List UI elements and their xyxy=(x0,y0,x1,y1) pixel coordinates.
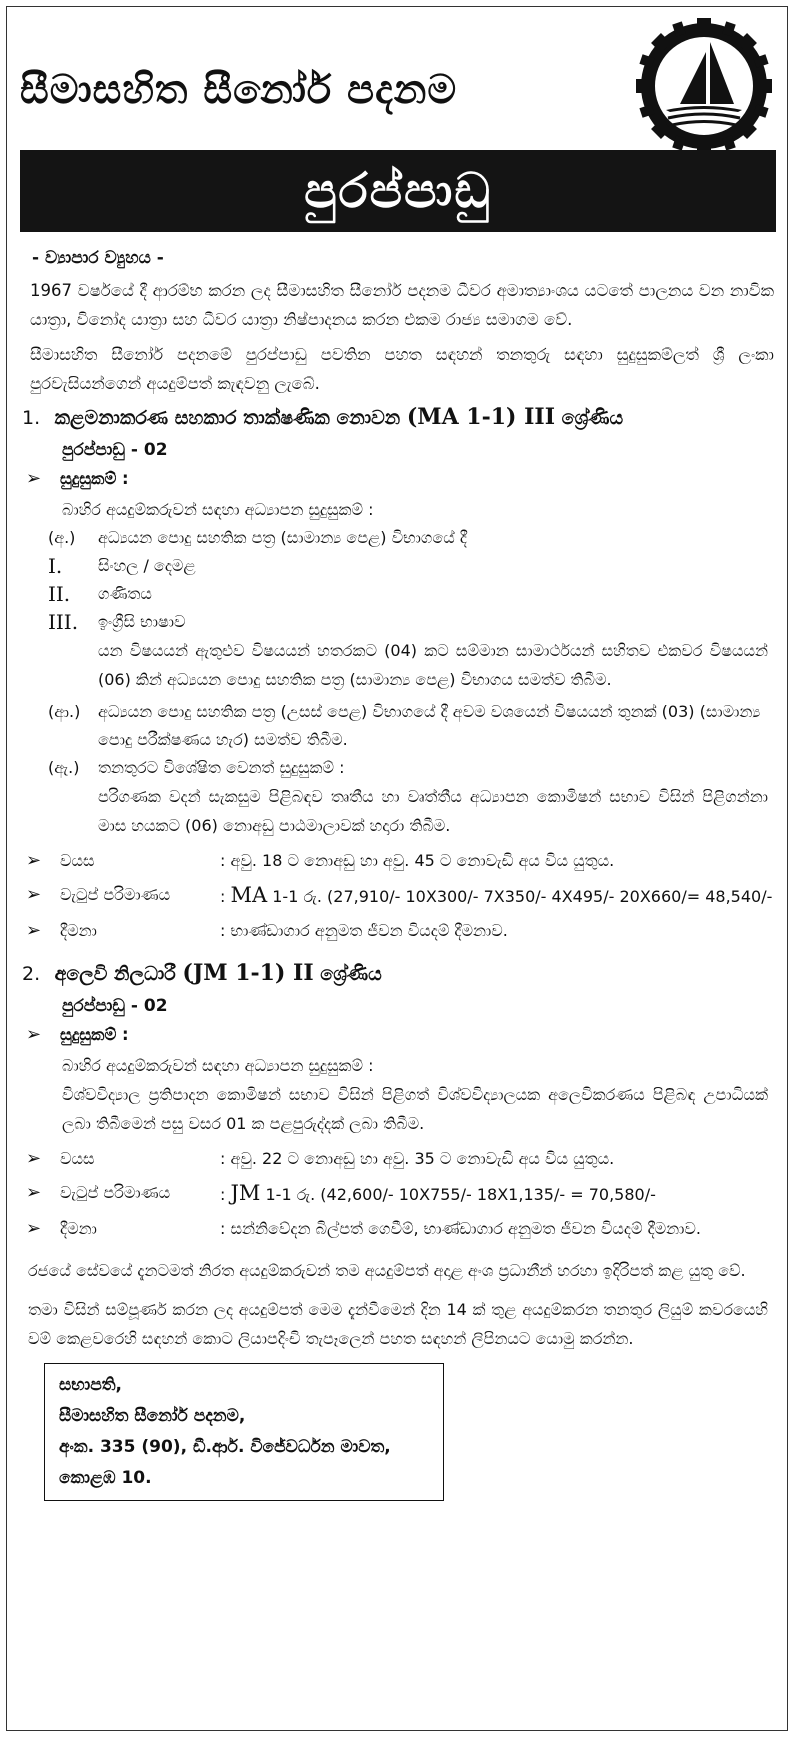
age-value: : අවු. 18 ට නොඅඩු හා අවු. 45 ට නොවැඩි අය විය යුතුය. xyxy=(220,851,615,870)
organization-title: සීමාසහිත සීනෝර් පදනම xyxy=(20,67,458,113)
subject-key: I. xyxy=(48,554,63,578)
post-2-code: (JM 1-1) II xyxy=(182,960,314,986)
salary-colon: : xyxy=(220,1185,226,1204)
post-1-code: (MA 1-1) III xyxy=(406,404,555,430)
arrow-bullet-icon: ➢ xyxy=(26,1218,42,1239)
post-2-vacancies: පුරප්පාඩු - 02 xyxy=(62,996,168,1016)
arrow-bullet-icon: ➢ xyxy=(26,850,42,871)
subject-key: II. xyxy=(48,582,71,606)
address-line: සීමාසහිත සීනෝර් පදනම, xyxy=(59,1406,246,1426)
post-1-title xyxy=(22,404,774,430)
address-line: කොළඹ 10. xyxy=(59,1468,152,1488)
post-2-qualifications-heading xyxy=(26,1020,774,1050)
arrow-bullet-icon: ➢ xyxy=(26,920,42,941)
salary-value-wrap xyxy=(220,1176,774,1212)
closing-paragraph-2: තමා විසින් සම්පූර්ණ කරන ලද අයදුම්පත් මෙම දැන්වීමෙන් දින 14 ක් තුළ අයදුම්කරන තනතුර ලියුම් කවරයෙහි වම් කෙළවරෙහි සඳහන් කොට ලියාපදිංචි තැපෑලෙන් පහත සඳහන් ලිපිනයට යොමු කරන්න. xyxy=(28,1300,768,1348)
arrow-bullet-icon: ➢ xyxy=(26,1182,42,1203)
qualifications-label: සුදුසුකම් : xyxy=(60,1025,129,1044)
qualifications-label: සුදුසුකම් : xyxy=(60,469,129,488)
subject-item xyxy=(48,608,774,636)
item-c-text: තනතුරට විශේෂිත වෙනත් සුදුසුකම් : xyxy=(98,758,345,777)
post-1-qualifications-heading xyxy=(26,464,774,494)
arrow-bullet-icon: ➢ xyxy=(26,468,42,489)
salary-label: වැටුප් පරිමාණය xyxy=(60,1183,171,1202)
post-1-age xyxy=(26,844,774,878)
arrow-bullet-icon: ➢ xyxy=(26,884,42,905)
post-2-age xyxy=(26,1142,774,1176)
post-1-item-b xyxy=(48,698,774,754)
subject-text: සිංහල / දෙමළ xyxy=(98,556,196,575)
age-value: : අවු. 22 ට නොඅඩු හා අවු. 35 ට නොවැඩි අය විය යුතුය. xyxy=(220,1149,615,1168)
intro-paragraph-1: 1967 වර්ෂයේ දී ආරම්භ කරන ලද සීමාසහිත සීනෝර් පදනම ධීවර අමාත්‍යාංශය යටතේ පාලනය වන නාවික යාත්‍රා, විනෝද යාත්‍රා සහ ධීවර යාත්‍රා නිෂ්පාදනය කරන එකම රාජ්‍ය සමාගම වේ. xyxy=(30,281,774,329)
item-a-text: අධ්‍යයන පොදු සහතික පත්‍ර (සාමාන්‍ය පෙළ) විභාගයේ දී xyxy=(98,528,467,547)
subject-item xyxy=(48,552,774,580)
post-1-salary xyxy=(26,878,774,914)
header xyxy=(20,40,610,140)
closing-paragraph-1: රජයේ සේවයේ දැනටමත් නිරත අයදුම්කරුවන් තම අයදුම්පත් අදාළ අංශ ප්‍රධානීන් හරහා ඉදිරිපත් කළ යුතු වේ. xyxy=(28,1261,746,1280)
salary-code: JM xyxy=(230,1181,261,1205)
post-2-salary xyxy=(26,1176,774,1212)
allowance-label: දීමනා xyxy=(60,1219,97,1238)
vacancies-banner xyxy=(20,150,776,232)
banner-title: පුරප්පාඩු xyxy=(304,163,492,219)
item-a-key: (අ.) xyxy=(48,528,76,547)
salary-colon: : xyxy=(220,887,226,906)
post-1-allowances xyxy=(26,914,774,948)
post-2-allowances xyxy=(26,1212,774,1246)
arrow-bullet-icon: ➢ xyxy=(26,1148,42,1169)
item-c-more: පරිගණක වදන් සැකසුම පිළිබඳව තෘතීය හා වෘත්තීය අධ්‍යාපන කොමිෂන් සභාව විසින් පිළිගන්නා මාස හයකට (06) නොඅඩු පාඨමාලාවක් හදාරා තිබීම. xyxy=(98,787,768,835)
salary-value: 1-1 රු. (27,910/- 10X300/- 7X350/- 4X495/- 20X660/= 48,540/- xyxy=(272,887,773,906)
item-b-key: (ආ.) xyxy=(48,702,81,721)
post-1-edu-heading: බාහිර අයදුම්කරුවන් සඳහා අධ්‍යාපන සුදුසුකම් : xyxy=(62,500,374,519)
arrow-bullet-icon: ➢ xyxy=(26,1024,42,1045)
post-2-grade: ශ්‍රේණිය xyxy=(320,963,382,985)
post-2-edu-heading: බාහිර අයදුම්කරුවන් සඳහා අධ්‍යාපන සුදුසුකම් : xyxy=(62,1056,374,1075)
salary-value-wrap xyxy=(220,878,774,914)
advertisement-body xyxy=(22,248,774,1501)
post-1-number: 1. xyxy=(22,407,41,429)
post-2-number: 2. xyxy=(22,963,41,985)
post-1-grade: ශ්‍රේණිය xyxy=(561,407,624,429)
salary-code: MA xyxy=(230,883,268,907)
post-2-qualification-text: විශ්වවිද්‍යාල ප්‍රතිපාදන කොමිෂන් සභාව විසින් පිළිගත් විශ්වවිද්‍යාලයක අලෙවිකරණය පිළිබඳ උපාධියක් ලබා තිබීමෙන් පසු වසර 01 ක පළපුරුද්දක් ලබා තිබීම. xyxy=(62,1085,768,1133)
intro-heading: - ව්‍යාපාර ව්‍යුහය - xyxy=(32,248,164,268)
age-label: වයස xyxy=(60,1149,95,1168)
subject-item xyxy=(48,580,774,608)
salary-label: වැටුප් පරිමාණය xyxy=(60,885,171,904)
allowance-label: දීමනා xyxy=(60,921,97,940)
ceynor-logo-icon xyxy=(630,12,778,160)
allowance-value: : භාණ්ඩාගාර අනුමත ජීවන වියදම් දීමනාව. xyxy=(220,921,508,940)
subject-text: ගණිතය xyxy=(98,584,152,603)
intro-paragraph-2: සීමාසහිත සීනෝර් පදනමේ පුරප්පාඩු පවතින පහත සඳහන් තනතුරු සඳහා සුදුසුකම්ලත් ශ්‍රී ලංකා පුරවැසියන්ගෙන් අයදුම්පත් කැඳවනු ලැබේ. xyxy=(30,345,774,393)
item-c-key: (ඇ.) xyxy=(48,758,80,777)
post-1-item-a xyxy=(48,524,774,552)
item-b-text: අධ්‍යයන පොදු සහතික පත්‍ර (උසස් පෙළ) විභාගයේ දී අවම වශයෙන් විෂයයන් තුනක් (03) (සාමාන්‍ය පොදු පරීක්ෂණය හැර) සමත්ව තිබීම. xyxy=(98,702,761,749)
post-1-name: කළමනාකරණ සහකාර තාක්ෂණික නොවන xyxy=(54,407,401,429)
salary-value: 1-1 රු. (42,600/- 10X755/- 18X1,135/- = 70,580/- xyxy=(265,1185,656,1204)
age-label: වයස xyxy=(60,851,95,870)
post-2-title xyxy=(22,960,774,986)
address-line: සභාපති, xyxy=(59,1375,122,1395)
postal-address-box xyxy=(44,1363,444,1501)
subject-text: ඉංග්‍රීසි භාෂාව xyxy=(98,612,186,631)
post-1-vacancies: පුරප්පාඩු - 02 xyxy=(62,440,168,460)
post-1-item-c xyxy=(48,754,774,782)
allowance-value: : සන්නිවේදන බිල්පත් ගෙවීම්, භාණ්ඩාගාර අනුමත ජීවන වියදම් දීමනාව. xyxy=(220,1219,702,1238)
post-2-name: අලෙවි නිලධාරී xyxy=(54,963,176,985)
item-a-more: යන විෂයයන් ඇතුළුව විෂයයන් හතරකට (04) කට සම්මාන සාමාර්ථයන් සහිතව එකවර විෂයයන් (06) කින් අධ්‍යයන පොදු සහතික පත්‍ර (සාමාන්‍ය පෙළ) විභාගය සමත්ව තිබීම. xyxy=(98,641,768,689)
address-line: අංක. 335 (90), ඩී.ආර්. විජේවර්ධන මාවත, xyxy=(59,1437,391,1457)
subject-key: III. xyxy=(48,610,79,634)
